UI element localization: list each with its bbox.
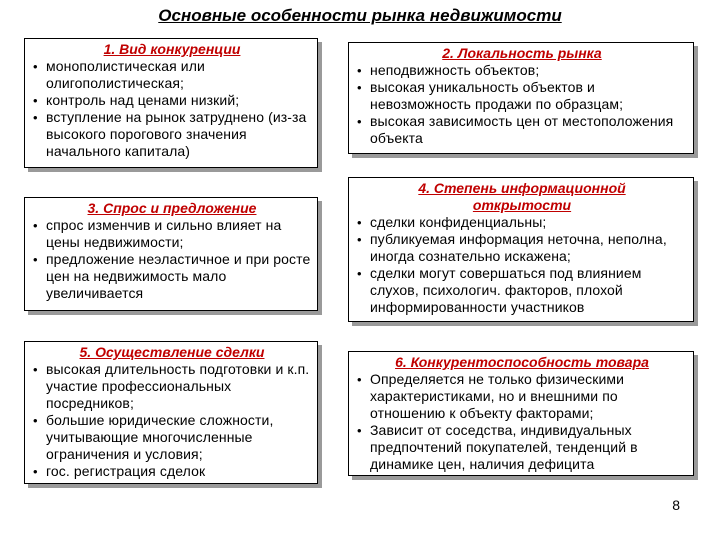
list-item: • спрос изменчив и сильно влияет на цены недвижимости; — [33, 217, 311, 251]
list-item: • Определяется не только физическими характеристиками, но и внешними по отношению к объекту факторами; — [357, 371, 687, 422]
list-item: • предложение неэластичное и при росте цен на недвижимость мало увеличивается — [33, 251, 311, 302]
list-item: • сделки конфиденциальны; — [357, 214, 687, 231]
page-title: Основные особенности рынка недвижимости — [158, 6, 562, 25]
list-item: • монополистическая или олигополистическая; — [33, 58, 311, 92]
bullet-list — [357, 62, 687, 147]
box-heading: 5. Осуществление сделки — [79, 344, 265, 360]
bullet-list — [33, 58, 311, 160]
list-item: • публикуемая информация неточна, неполна, иногда сознательно искажена; — [357, 231, 687, 265]
list-item: • сделки могут совершаться под влиянием слухов, психологич. факторов, плохой информированности участников — [357, 265, 687, 316]
box-heading: 3. Спрос и предложение — [87, 200, 257, 216]
list-item: • гос. регистрация сделок — [33, 463, 311, 480]
box-supply-demand — [24, 197, 318, 311]
box-competition-type — [24, 38, 318, 168]
bullet-list — [357, 214, 687, 316]
list-item: • неподвижность объектов; — [357, 62, 687, 79]
list-item: • контроль над ценами низкий; — [33, 92, 311, 109]
list-item: • высокая уникальность объектов и невозможность продажи по образцам; — [357, 79, 687, 113]
bullet-list — [357, 371, 687, 473]
page-number: 8 — [672, 497, 680, 513]
box-competitiveness — [348, 351, 694, 476]
box-market-locality — [348, 42, 694, 154]
list-item: • большие юридические сложности, учитывающие многочисленные ограничения и условия; — [33, 412, 311, 463]
box-deal-execution — [24, 341, 318, 484]
list-item: • вступление на рынок затруднено (из-за высокого порогового значения начального капитала) — [33, 109, 311, 160]
box-heading: 4. Степень информационной открытости — [418, 180, 626, 213]
bullet-list — [33, 217, 311, 302]
list-item: • Зависит от соседства, индивидуальных предпочтений покупателей, тенденций в динамике цен, наличия дефицита — [357, 422, 687, 473]
list-item: • высокая зависимость цен от местоположения объекта — [357, 113, 687, 147]
box-heading: 1. Вид конкуренции — [103, 41, 241, 57]
box-heading: 6. Конкурентоспособность товара — [395, 354, 649, 370]
list-item: • высокая длительность подготовки и к.п. участие профессиональных посредников; — [33, 361, 311, 412]
bullet-list — [33, 361, 311, 480]
box-information-openness — [348, 177, 694, 322]
box-heading: 2. Локальность рынка — [442, 45, 602, 61]
